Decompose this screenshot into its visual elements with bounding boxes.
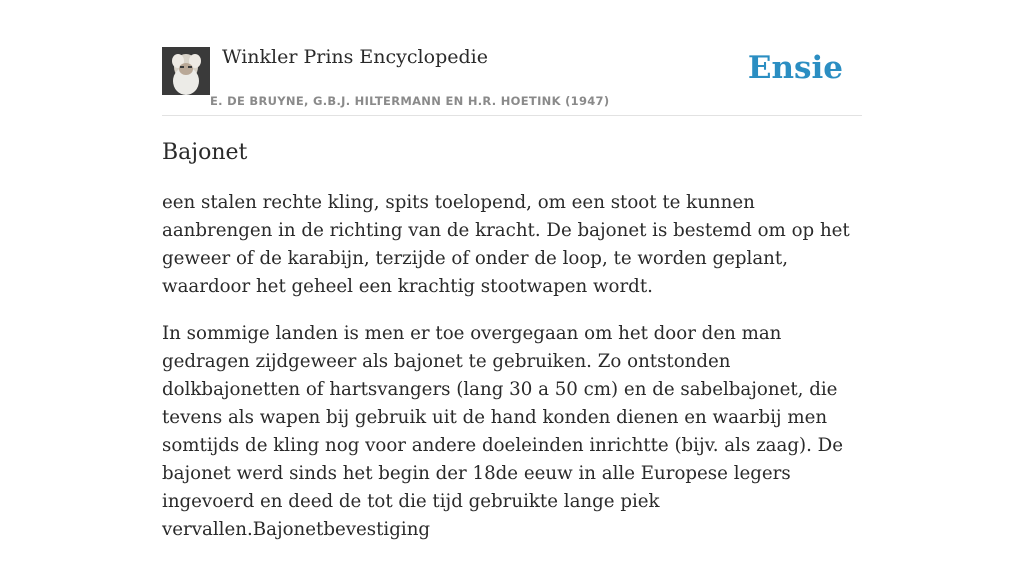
publication-authors: E. DE BRUYNE, G.B.J. HILTERMANN EN H.R. HOETINK (1947) xyxy=(210,94,610,108)
article xyxy=(162,140,867,563)
bearded-man-portrait-icon xyxy=(162,47,210,95)
author-avatar[interactable] xyxy=(162,47,210,95)
header xyxy=(162,0,862,116)
brand-logo[interactable]: Ensie xyxy=(747,50,843,86)
publication-title[interactable]: Winkler Prins Encyclopedie xyxy=(222,46,488,68)
article-title: Bajonet xyxy=(162,140,248,165)
article-paragraph: een stalen rechte kling, spits toelopend, om een stoot te kunnen aanbrengen in de richting van de kracht. De bajonet is bestemd om op het geweer of de karabijn, terzijde of onder de loop, te worden geplant, waardoor het geheel een krachtig stootwapen wordt. xyxy=(162,192,850,297)
article-paragraph: In sommige landen is men er toe overgegaan om het door den man gedragen zijdgeweer als bajonet te gebruiken. Zo ontstonden dolkbajonetten of hartsvangers (lang 30 a 50 cm) en de sabelbajonet, die tevens als wapen bij gebruik uit de hand konden dienen en waarbij men somtijds de kling nog voor andere doeleinden inrichtte (bijv. als zaag). De bajonet werd sinds het begin der 18de eeuw in alle Europese legers ingevoerd en deed de tot die tijd gebruikte lange piek vervallen.Bajonetbevestiging xyxy=(162,323,843,540)
